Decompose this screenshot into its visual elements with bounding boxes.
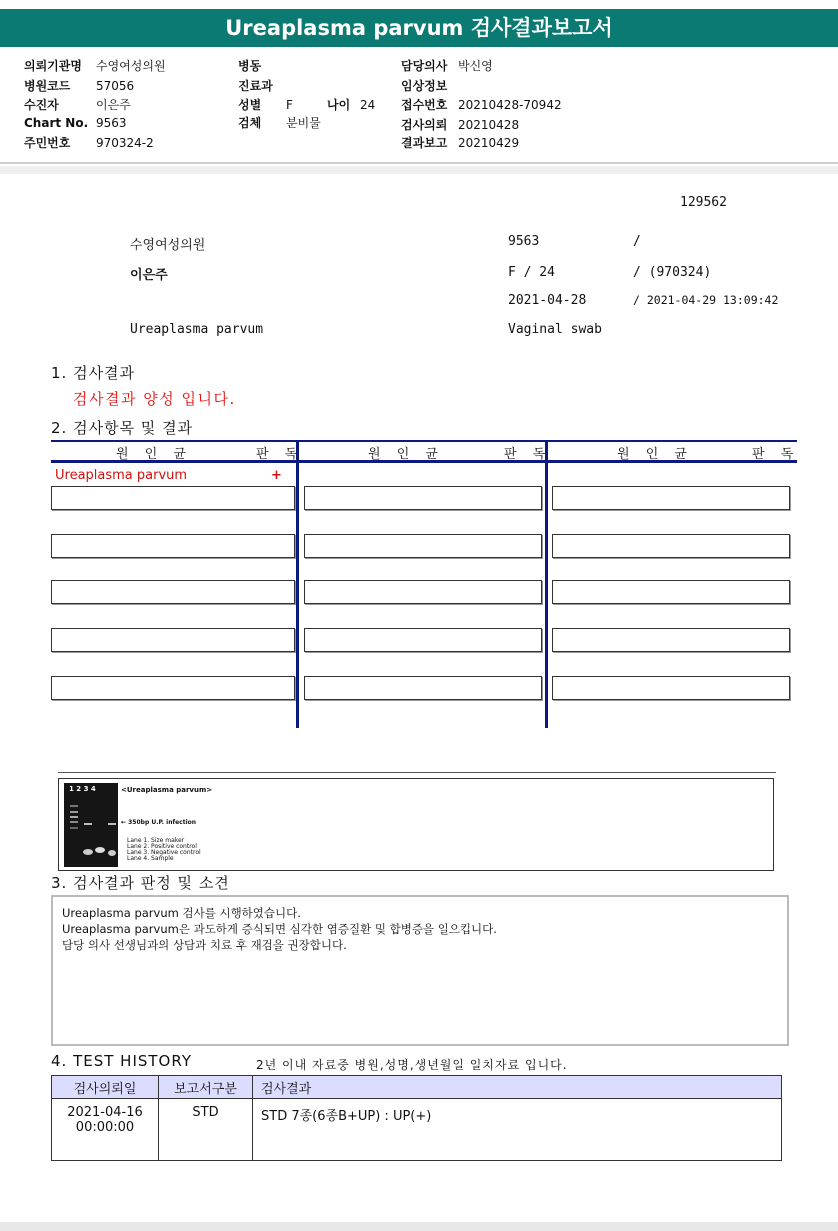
summary-request-date: 2021-04-28 [508, 293, 587, 308]
result-grid-divider-2 [545, 440, 548, 728]
resident-no-field [24, 134, 154, 151]
gel-heading: <Ureaplasma parvum> [121, 786, 213, 794]
organism-result: Ureaplasma parvum [55, 468, 188, 483]
institution-label: 의뢰기관명 [24, 59, 82, 73]
col-organism-header-1: 원 인 균 [116, 447, 192, 462]
hospital-code-value: 57056 [96, 79, 135, 93]
history-col-date: 검사의뢰일 [52, 1076, 159, 1099]
patient-field [24, 96, 131, 113]
summary-birth: / (970324) [633, 265, 712, 280]
result-cell [51, 580, 295, 604]
institution-value: 수영여성의원 [96, 59, 166, 73]
result-cell [304, 628, 542, 652]
history-table [51, 1075, 782, 1161]
resident-no-value: 970324-2 [96, 136, 154, 150]
gel-band-label [121, 819, 196, 826]
specimen-label: 검체 [238, 116, 262, 130]
receipt-no-field [401, 96, 562, 113]
receipt-no-label: 접수번호 [401, 98, 448, 112]
doctor-value: 박신영 [458, 59, 493, 73]
summary-patient: 이은주 [130, 268, 168, 283]
report-date-field [401, 134, 519, 151]
hospital-code-label: 병원코드 [24, 79, 71, 93]
section3-title: 3. 검사결과 판정 및 소견 [51, 874, 230, 892]
report-title: Ureaplasma parvum 검사결과보고서 [0, 9, 838, 47]
ward-label: 병동 [238, 59, 262, 73]
patient-value: 이은주 [96, 98, 131, 112]
result-cell [552, 628, 790, 652]
summary-slash: / [633, 234, 641, 249]
gel-image [64, 783, 118, 867]
result-cell [51, 676, 295, 700]
section1-title: 1. 검사결과 [51, 364, 136, 382]
history-date-cell [52, 1099, 159, 1161]
history-note: 2년 이내 자료중 병원,성명,생년월일 일치자료 입니다. [256, 1058, 568, 1072]
history-col-result: 검사결과 [253, 1076, 782, 1099]
result-cell [51, 486, 295, 510]
result-cell [304, 580, 542, 604]
chart-no-value: 9563 [96, 116, 127, 130]
col-judgement-header-2: 판 독 [504, 447, 552, 462]
section2-title: 2. 검사항목 및 결과 [51, 419, 194, 437]
gel-legend-4: Lane 4. Sample [127, 855, 174, 862]
summary-institution: 수영여성의원 [130, 238, 206, 253]
sex-field [238, 96, 293, 113]
history-date: 2021-04-16 [67, 1105, 143, 1120]
result-cell [304, 486, 542, 510]
positive-result: 검사결과 양성 입니다. [73, 390, 236, 408]
history-result: STD 7종(6종B+UP) : UP(+) [253, 1099, 782, 1161]
opinion-box [51, 895, 789, 1046]
opinion-line-3: 담당 의사 선생님과의 상담과 치료 후 재검을 권장합니다. [62, 938, 347, 952]
report-number: 129562 [680, 195, 727, 210]
summary-chart: 9563 [508, 234, 540, 249]
opinion-line-2: Ureaplasma parvum은 과도하게 증식되면 심각한 염증질환 및 합병증을 일으킵니다. [62, 922, 497, 936]
report-date-value: 20210429 [458, 136, 520, 150]
result-cell [304, 534, 542, 558]
header-info [0, 50, 838, 164]
result-cell [51, 628, 295, 652]
gel-legend-2: Lane 2. Positive control [127, 843, 197, 850]
result-grid-top-border [51, 440, 797, 442]
history-time: 00:00:00 [75, 1120, 135, 1135]
table-row [52, 1099, 782, 1161]
doctor-field [401, 57, 493, 74]
request-date-label: 검사의뢰 [401, 118, 448, 132]
doctor-label: 담당의사 [401, 59, 448, 73]
judgement-result: + [271, 468, 282, 483]
header-separator [0, 166, 838, 174]
hospital-code-field [24, 77, 134, 94]
history-type: STD [159, 1099, 253, 1161]
resident-no-label: 주민번호 [24, 136, 71, 150]
result-grid-divider-1 [296, 440, 299, 728]
request-date-field [401, 116, 519, 133]
department-field [238, 77, 273, 94]
gel-legend-1: Lane 1. Size maker [127, 837, 185, 844]
specimen-field [238, 114, 321, 131]
gel-legend-3: Lane 3. Negative control [127, 849, 201, 856]
ward-field [238, 57, 261, 74]
col-organism-header-3: 원 인 균 [617, 447, 693, 462]
history-header-row [52, 1076, 782, 1099]
sex-label: 성별 [238, 98, 262, 112]
result-cell [552, 534, 790, 558]
summary-test-name: Ureaplasma parvum [130, 322, 264, 337]
summary-specimen: Vaginal swab [508, 322, 602, 337]
gel-top-rule [58, 772, 776, 773]
section4-title: 4. TEST HISTORY [51, 1052, 192, 1070]
age-label: 나이 [327, 98, 351, 112]
gel-lane-numbers: 1 2 3 4 [69, 785, 96, 793]
history-col-type: 보고서구분 [159, 1076, 253, 1099]
chart-no-field [24, 116, 127, 130]
result-cell [304, 676, 542, 700]
clinical-info-label: 임상정보 [401, 79, 448, 93]
col-judgement-header-3: 판 독 [752, 447, 800, 462]
summary-report-datetime: / 2021-04-29 13:09:42 [633, 293, 779, 307]
specimen-value: 분비물 [286, 116, 321, 130]
result-cell [552, 580, 790, 604]
gel-band-arrow-icon: ← [121, 819, 129, 826]
sex-value: F [286, 98, 293, 112]
gel-bands-graphic [64, 783, 118, 867]
opinion-line-1: Ureaplasma parvum 검사를 시행하였습니다. [62, 906, 301, 920]
patient-label: 수진자 [24, 98, 59, 112]
summary-sex-age: F / 24 [508, 265, 555, 280]
clinical-info-field [401, 77, 458, 94]
gel-electrophoresis-panel [58, 778, 774, 871]
col-organism-header-2: 원 인 균 [368, 447, 444, 462]
chart-no-label: Chart No. [24, 116, 89, 130]
page-bottom-band [0, 1222, 838, 1231]
age-field [327, 96, 375, 113]
department-label: 진료과 [238, 79, 273, 93]
gel-band-label-text: 350bp U.P. infection [128, 819, 197, 826]
result-cell [51, 534, 295, 558]
age-value: 24 [360, 98, 376, 112]
institution-field [24, 57, 166, 74]
receipt-no-value: 20210428-70942 [458, 98, 562, 112]
report-date-label: 결과보고 [401, 136, 448, 150]
result-cell [552, 486, 790, 510]
request-date-value: 20210428 [458, 118, 520, 132]
col-judgement-header-1: 판 독 [256, 447, 304, 462]
result-cell [552, 676, 790, 700]
